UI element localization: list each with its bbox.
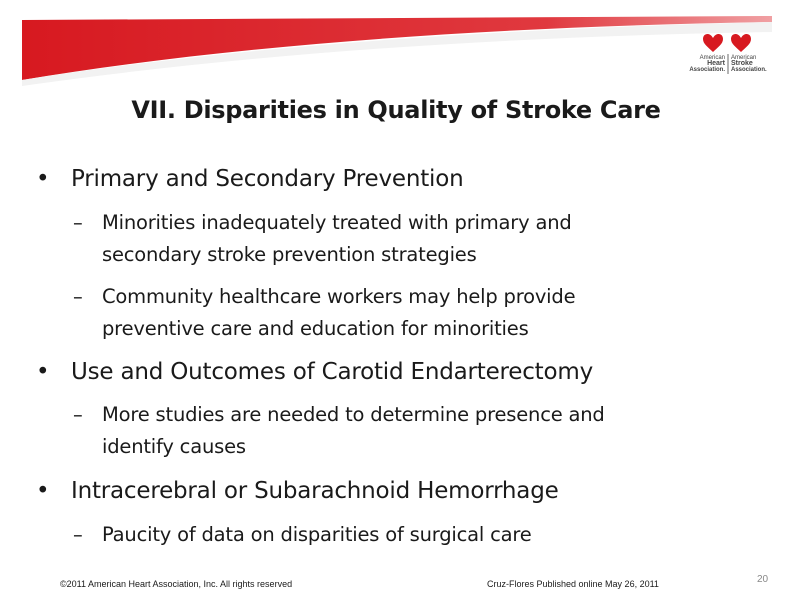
slide-title: VII. Disparities in Quality of Stroke Care [131, 96, 661, 124]
footer-citation: Cruz-Flores Published online May 26, 2011 [487, 579, 659, 589]
bullet-hemorrhage [36, 478, 559, 504]
logo-right-line1: American [731, 55, 757, 61]
aha-asa-logo [683, 24, 773, 76]
dash-icon: – [73, 211, 83, 234]
dash-icon: – [73, 285, 83, 308]
header-swoosh-banner [0, 0, 792, 110]
sub-bullet-line: Minorities inadequately treated with primary and [102, 211, 572, 234]
bullet-dot-icon: • [36, 166, 50, 192]
sub-bullet-paucity-of-data [73, 519, 532, 551]
sub-bullet-minorities-treatment [73, 207, 572, 271]
sub-bullet-line: Community healthcare workers may help provide [102, 285, 576, 308]
sub-bullet-line: identify causes [102, 435, 246, 458]
logo-right-line2: Stroke [731, 60, 753, 67]
sub-bullet-more-studies [73, 399, 605, 463]
bullet-dot-icon: • [36, 478, 50, 504]
bullet-dot-icon: • [36, 359, 50, 385]
logo-left-line2: Heart [707, 60, 725, 67]
footer-copyright: ©2011 American Heart Association, Inc. All rights reserved [60, 579, 293, 589]
dash-icon: – [73, 523, 83, 546]
dash-icon: – [73, 403, 83, 426]
bullet-carotid-endarterectomy [36, 359, 593, 385]
logo-right-line3: Association. [731, 67, 767, 73]
page-number: 20 [757, 574, 769, 585]
logo-left-line1: American [699, 55, 725, 61]
bullet-text: Primary and Secondary Prevention [71, 166, 464, 192]
bullet-text: Intracerebral or Subarachnoid Hemorrhage [71, 478, 559, 504]
sub-bullet-line: secondary stroke prevention strategies [102, 243, 477, 266]
sub-bullet-line: preventive care and education for minorities [102, 317, 529, 340]
bullet-text: Use and Outcomes of Carotid Endarterectomy [71, 359, 593, 385]
logo-left-line3: Association. [689, 67, 725, 73]
sub-bullet-community-workers [73, 281, 576, 345]
sub-bullet-line: Paucity of data on disparities of surgical care [102, 523, 532, 546]
sub-bullet-line: More studies are needed to determine presence and [102, 403, 605, 426]
bullet-primary-secondary-prevention [36, 166, 464, 192]
